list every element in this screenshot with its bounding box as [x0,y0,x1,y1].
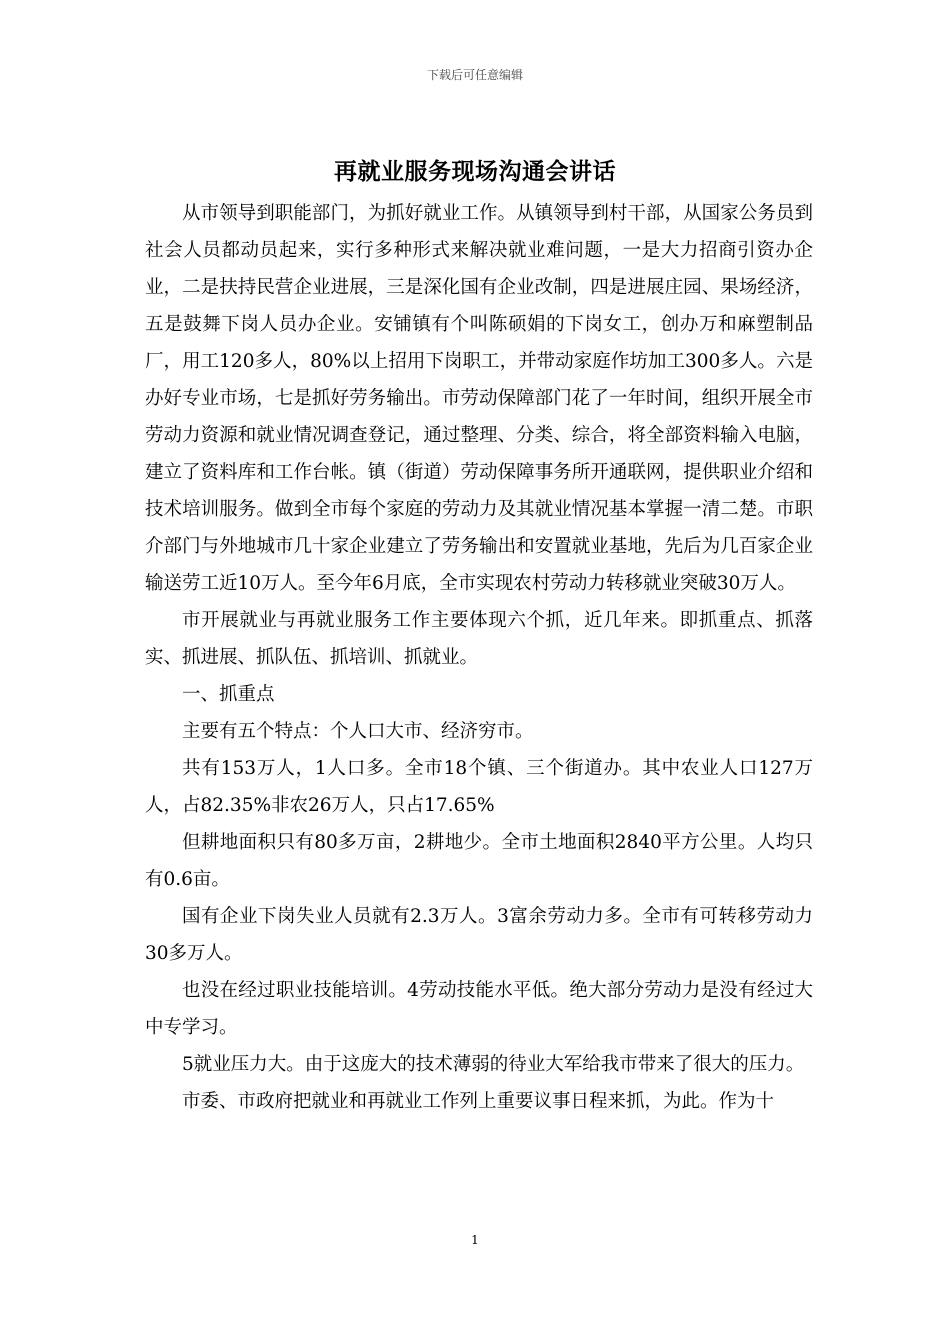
paragraph: 国有企业下岗失业人员就有2.3万人。3富余劳动力多。全市有可转移劳动力30多万人。 [145,906,813,964]
paragraph: 主要有五个特点：个人口大市、经济穷市。 [182,721,534,742]
paragraph: 5就业压力大。由于这庞大的技术薄弱的待业大军给我市带来了很大的压力。 [182,1054,805,1075]
paragraph: 市开展就业与再就业服务工作主要体现六个抓，近几年来。即抓重点、抓落实、抓进展、抓队伍、抓培训、抓就业。 [145,610,813,668]
paragraph: 从市领导到职能部门，为抓好就业工作。从镇领导到村干部，从国家公务员到社会人员都动员起来，实行多种形式来解决就业难问题，一是大力招商引资办企业，二是扶持民营企业进展，三是深化国有企业改制，四是进展庄园、果场经济，五是鼓舞下岗人员办企业。安铺镇有个叫陈硕娟的下岗女工，创办万和麻塑制品厂，用工120多人，80%以上招用下岗职工，并带动家庭作坊加工300多人。六是办好专业市场，七是抓好劳务输出。市劳动保障部门花了一年时间，组织开展全市劳动力资源和就业情况调查登记，通过整理、分类、综合，将全部资料输入电脑，建立了资料库和工作台帐。镇（街道）劳动保障事务所开通联网，提供职业介绍和技术培训服务。做到全市每个家庭的劳动力及其就业情况基本掌握一清二楚。市职介部门与外地城市几十家企业建立了劳务输出和安置就业基地，先后为几百家企业输送劳工近10万人。至今年6月底，全市实现农村劳动力转移就业突破30万人。 [145,203,813,594]
document-body [145,195,813,1120]
page-number: 1 [471,1233,479,1247]
document-title: 再就业服务现场沟通会讲话 [334,158,616,185]
header-note: 下载后可任意编辑 [426,68,523,82]
paragraph: 但耕地面积只有80多万亩，2耕地少。全市土地面积2840平方公里。人均只有0.6亩。 [145,832,813,890]
section-heading: 一、抓重点 [182,684,275,705]
paragraph: 共有153万人，1人口多。全市18个镇、三个街道办。其中农业人口127万人，占82.35%非农26万人，只占17.65% [145,758,813,816]
paragraph: 也没在经过职业技能培训。4劳动技能水平低。绝大部分劳动力是没有经过大中专学习。 [145,980,813,1038]
paragraph: 市委、市政府把就业和再就业工作列上重要议事日程来抓，为此。作为十 [182,1091,775,1112]
